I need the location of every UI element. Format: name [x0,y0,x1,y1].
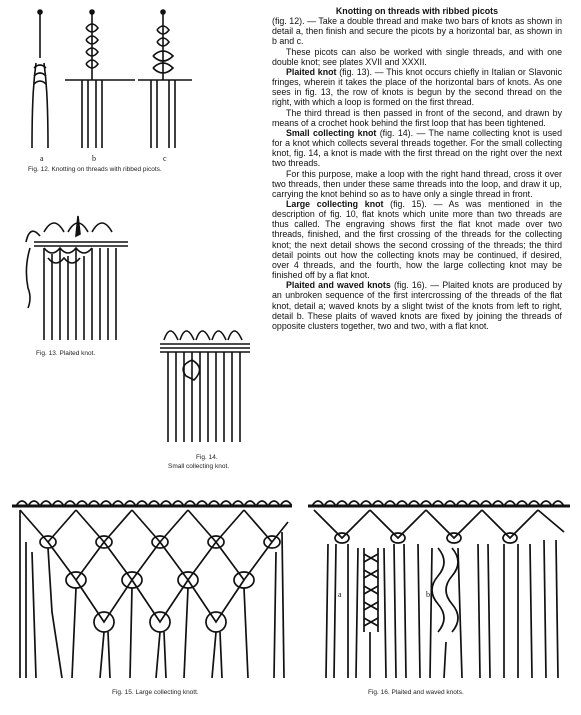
fig14-caption-line1: Fig. 14. [196,454,218,461]
fig15-illustration [12,492,292,682]
paragraph-ribbed-picots: (fig. 12). — Take a double thread and make two bars of knots as shown in detail a, then finish and secure the picots by a horizontal bar, as shown in b and c. [272,16,562,47]
fig16-label-a: a [338,590,342,599]
heading-plaited-knot: Plaited knot [286,66,337,77]
fig12-label-a: a [40,154,44,163]
paragraph-plaited-waved-knots: (fig. 16). — Plaited knots are produced by an unbroken sequence of the first intercrossing of the threads of the flat knot, detail a; waved knots by a slight twist of the knots from left to right, detail b. These plaits of waved knots are fixed by joining the threads of opposite clusters together, two and two, with a flat knot. [272,280,562,331]
heading-small-collecting-knot: Small collecting knot [286,127,377,138]
fig15-caption: Fig. 15. Large collecting knott. [112,689,199,696]
paragraph-third-thread: The third thread is then passed in front of the second, and drawn by means of a crochet hook behind the first loop that has been tightened. [272,107,562,128]
body-text-column [272,6,562,331]
figure-12 [20,8,200,163]
heading-plaited-waved-knots: Plaited and waved knots [286,280,391,291]
fig12-caption: Fig. 12. Knotting on threads with ribbed picots. [28,166,162,173]
fig12-label-b: b [92,154,96,163]
figure-14 [150,318,260,448]
fig13-illustration [18,212,138,342]
paragraph-plaited-knot: (fig. 13). — This knot occurs chiefly in Italian or Slavonic fringes, wherein it takes the place of the horizontal bars of knots. As one sees in fig. 13, the row of knots is begun by the second thread on the right, with which a loop is formed on the first thread. [272,66,562,108]
paragraph-picots-single: These picots can also be worked with single threads, and with one double knot; see plates XVII and XXXII. [272,46,562,67]
fig12-illustration [20,8,200,158]
figure-15 [12,492,292,682]
fig16-caption: Fig. 16. Plaited and waved knots. [368,689,464,696]
figure-13 [18,212,138,342]
paragraph-loop-method: For this purpose, make a loop with the right hand thread, cross it over two threads, then under these same threads into the loop, and draw it up, carrying the knot behind so as to have only a single thread in front. [272,168,562,199]
fig13-caption: Fig. 13. Plaited knot. [36,350,96,357]
paragraph-large-collecting-knot: (fig. 15). — As was mentioned in the description of fig. 10, flat knots which unite more than two threads are thus called. The engraving shows first the flat knot made over two threads, finished, and the first crossing of the threads for the collecting knot; the next detail shows the second crossing of the threads; the third detail points out how the collecting knots may be continued, if desired, over 4 threads, and the fourth, how the large collecting knot may be finished off by a flat knot. [272,198,562,281]
paragraph-small-collecting-knot: (fig. 14). — The name collecting knot is used for a knot which collects several threads together. For the small collecting knot, fig. 14, a knot is made with the first thread on the right over the next two threads. [272,127,562,169]
heading-large-collecting-knot: Large collecting knot [286,198,384,209]
fig14-illustration [150,318,260,448]
heading-ribbed-picots: Knotting on threads with ribbed picots [335,6,499,16]
fig12-label-c: c [163,154,167,163]
figure-16 [308,492,570,682]
fig16-illustration [308,492,570,682]
fig14-caption-line2: Small collecting knot. [168,463,230,470]
fig16-label-b: b [426,590,430,599]
